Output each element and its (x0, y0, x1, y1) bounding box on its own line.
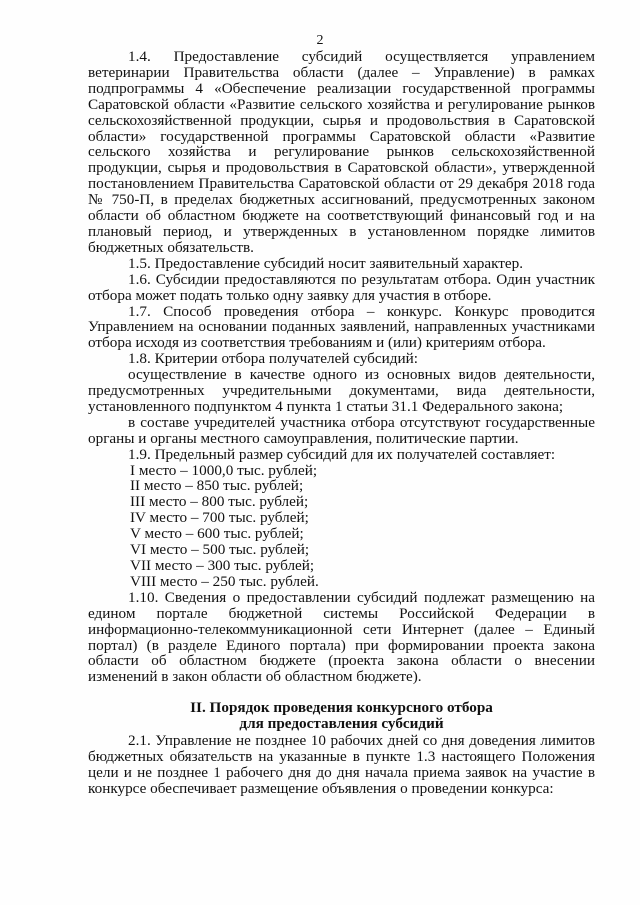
paragraph-1-5: 1.5. Предоставление субсидий носит заявительный характер. (128, 254, 524, 272)
limit-item: I место – 1000,0 тыс. рублей; (130, 461, 318, 479)
page-number: 2 (316, 33, 324, 48)
limit-item: VI место – 500 тыс. рублей; (130, 541, 310, 559)
paragraph-1-8: 1.8. Критерии отбора получателей субсидий: (128, 350, 418, 368)
criterion-1: осуществление в качестве одного из основных видов деятельности, предусмотренных учредительными документами, вида деятельности, установленного подпунктом 4 пункта 1 статьи 31.1 Федерального закона; (88, 366, 595, 415)
section-heading-line1: II. Порядок проведения конкурсного отбора (190, 699, 493, 717)
limit-item: II место – 850 тыс. рублей; (130, 477, 304, 495)
criterion-2: в составе учредителей участника отбора отсутствуют государственные органы и органы местного самоуправления, политические партии. (88, 413, 595, 447)
limit-item: IV место – 700 тыс. рублей; (130, 509, 309, 527)
paragraph-1-9: 1.9. Предельный размер субсидий для их получателей составляет: (128, 445, 556, 463)
paragraph-1-6: 1.6. Субсидии предоставляются по результатам отбора. Один участник отбора может подать только одну заявку для участия в отборе. (88, 270, 595, 304)
limit-item: VII место – 300 тыс. рублей; (130, 557, 315, 574)
section-heading (88, 700, 595, 732)
limit-item: VIII место – 250 тыс. рублей. (130, 572, 319, 590)
limit-item: V место – 600 тыс. рублей; (130, 525, 304, 543)
paragraph-1-4: 1.4. Предоставление субсидий осуществляется управлением ветеринарии Правительства области (далее – Управление) в рамках подпрограммы 4 «Обеспечение реализации государственной программы Саратовской области «Развитие сельского хозяйства и регулирование рынков сельскохозяйственной продукции, сырья и продовольствия в Саратовской области» государственной программы Саратовской области «Развитие сельского хозяйства и регулирование рынков сельскохозяйственной продукции, сырья и продовольствия в Саратовской области», утвержденной постановлением Правительства Саратовской области от 29 декабря 2018 года № 750-П, в пределах бюджетных ассигнований, предусмотренных законом области об областном бюджете на соответствующий финансовый год и на плановый период, и утвержденных в установленном порядке лимитов бюджетных обязательств. (88, 48, 595, 256)
limit-item: III место – 800 тыс. рублей; (130, 493, 309, 511)
paragraph-2-1: 2.1. Управление не позднее 10 рабочих дней со дня доведения лимитов бюджетных обязательств на указанные в пункте 1.3 настоящего Положения цели и не позднее 1 рабочего дня до дня начала приема заявок на участие в конкурсе обеспечивает размещение объявления о проведении конкурса: (88, 732, 595, 797)
paragraph-1-7: 1.7. Способ проведения отбора – конкурс. Конкурс проводится Управлением на основании поданных заявлений, направленных участниками отбора исходя из соответствия требованиям и (или) критериям отбора. (88, 302, 595, 352)
section-heading-line2: для предоставления субсидий (239, 715, 444, 733)
document-body (88, 49, 595, 797)
paragraph-1-10: 1.10. Сведения о предоставлении субсидий подлежат размещению на едином портале бюджетной системы Российской Федерации в информационно-телекоммуникационной сети Интернет (далее – Единый портал) (в разделе Единого портала) при формировании проекта закона области об областном бюджете (проекта закона области о внесении изменений в закон области об областном бюджете). (88, 588, 595, 686)
